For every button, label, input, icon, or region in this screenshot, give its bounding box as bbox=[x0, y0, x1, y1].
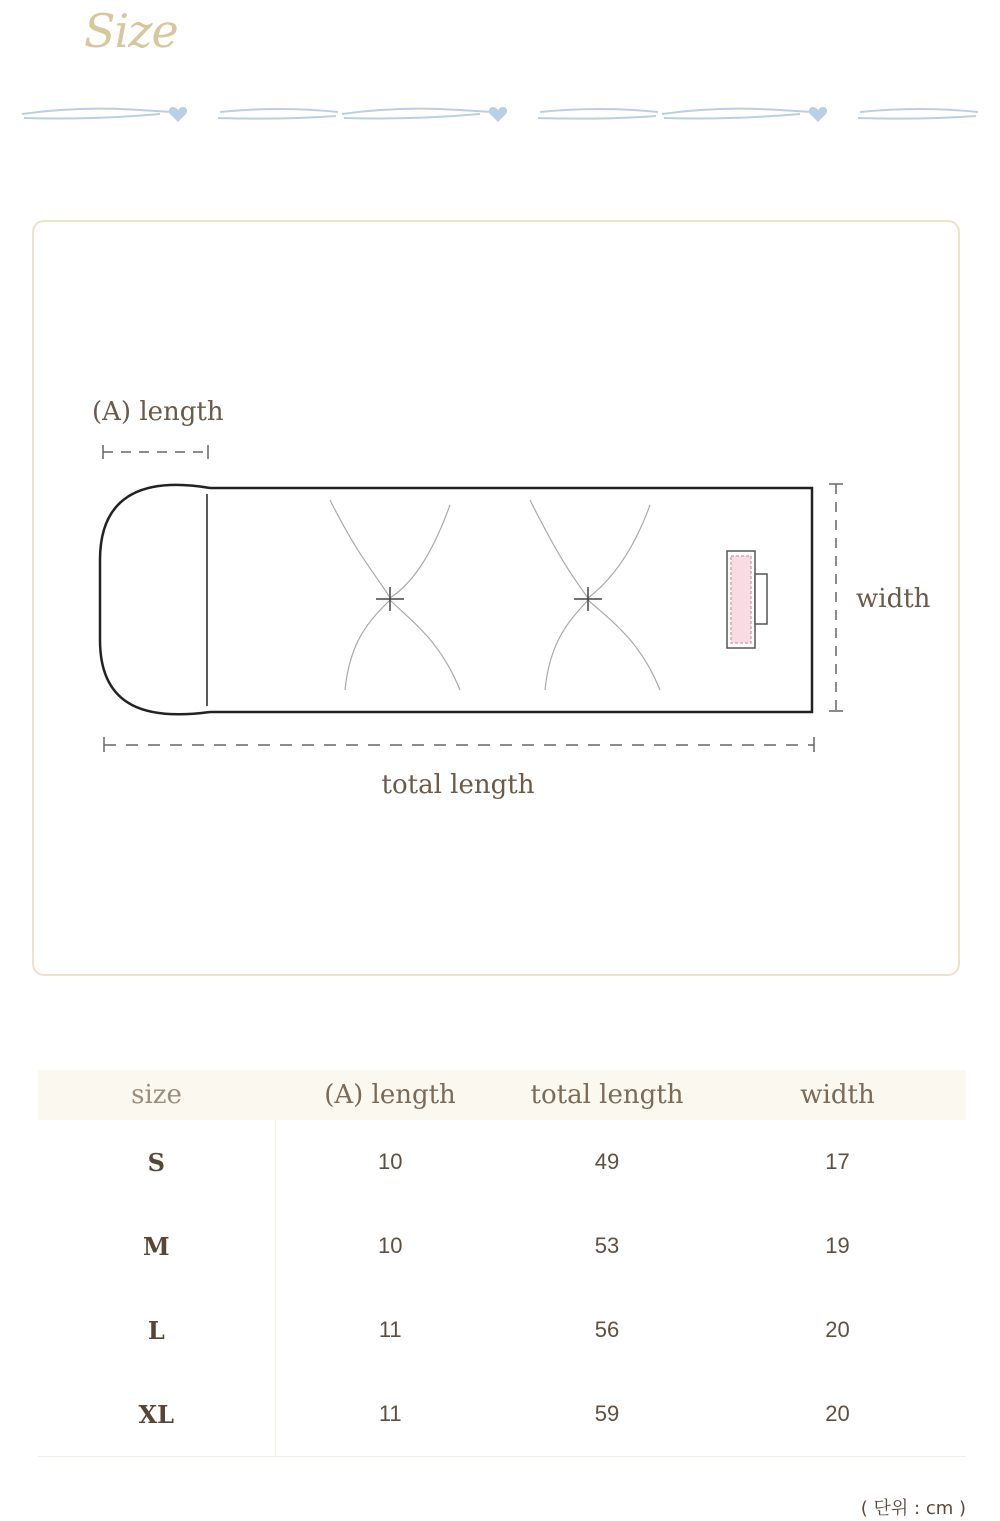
table-row bbox=[38, 1372, 966, 1457]
width-cell: 17 bbox=[825, 1149, 850, 1174]
ornament-divider bbox=[20, 96, 980, 132]
width-cell: 19 bbox=[825, 1233, 850, 1258]
table-row bbox=[38, 1204, 966, 1288]
table-header-row bbox=[38, 1070, 966, 1120]
diagram-frame bbox=[32, 220, 960, 976]
page-title: Size bbox=[84, 4, 178, 58]
size-table bbox=[38, 1070, 966, 1457]
a-length-label: (A) length bbox=[92, 397, 224, 427]
header-total-length: total length bbox=[505, 1070, 709, 1120]
heart-icon bbox=[169, 107, 187, 122]
header-a-length: (A) length bbox=[275, 1070, 505, 1120]
size-cell: M bbox=[38, 1204, 275, 1288]
size-cell: L bbox=[38, 1288, 275, 1372]
table-row bbox=[38, 1120, 966, 1204]
size-cell: XL bbox=[38, 1372, 275, 1457]
total-length-cell: 49 bbox=[594, 1149, 620, 1174]
header-size: size bbox=[38, 1070, 275, 1120]
table-row bbox=[38, 1288, 966, 1372]
a-length-cell: 11 bbox=[378, 1317, 402, 1342]
a-length-cell: 10 bbox=[378, 1233, 403, 1258]
width-label: width bbox=[856, 584, 931, 614]
total-length-label: total length bbox=[381, 770, 535, 800]
unit-note: ( 단위 : cm ) bbox=[860, 1498, 966, 1519]
width-cell: 20 bbox=[709, 1372, 966, 1457]
total-length-cell: 59 bbox=[505, 1372, 709, 1457]
header-width: width bbox=[709, 1070, 966, 1120]
size-cell: S bbox=[38, 1120, 275, 1204]
total-length-cell: 56 bbox=[594, 1317, 620, 1342]
heart-icon bbox=[809, 107, 827, 122]
a-length-cell: 11 bbox=[275, 1372, 505, 1457]
heart-icon bbox=[489, 107, 507, 122]
total-length-cell: 53 bbox=[594, 1233, 620, 1258]
width-cell: 20 bbox=[825, 1317, 850, 1342]
a-length-cell: 10 bbox=[378, 1149, 403, 1174]
